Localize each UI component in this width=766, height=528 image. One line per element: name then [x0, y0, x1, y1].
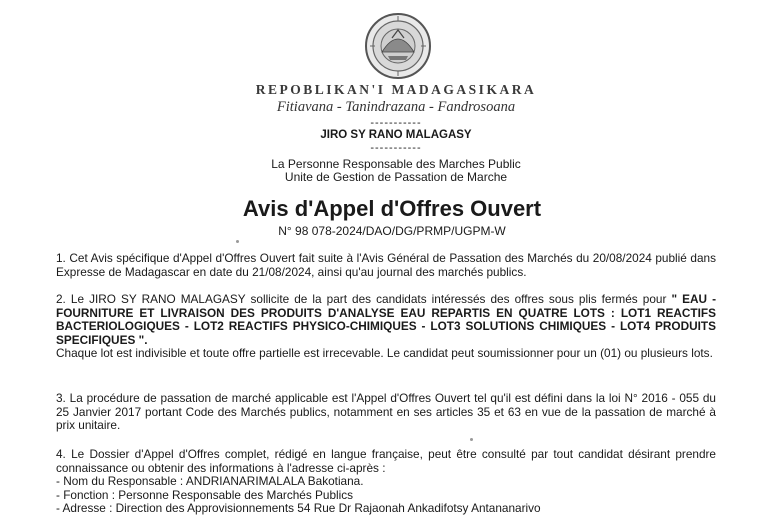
scan-speck [470, 438, 473, 441]
paragraph-2 [56, 293, 716, 347]
contact-name: - Nom du Responsable : ANDRIANARIMALALA Bakotiana. [56, 474, 364, 489]
separator-top: ----------- [370, 117, 422, 129]
paragraph-2-subject: " EAU - FOURNITURE ET LIVRAISON DES PRODUITS D'ANALYSE EAU REPARTIS EN QUATRE LOTS : LOT1 REACTIFS BACTERIOLOGIQUES - LOT2 REACTIFS PHYSICO-CHIMIQUES - LOT3 SOLUTIONS CHIMIQUES - LOT4 PRODUITS SPECIFIQUES ". [56, 292, 716, 347]
republic-name: REPOBLIKAN'I MADAGASIKARA [255, 82, 537, 97]
notice-title: Avis d'Appel d'Offres Ouvert [242, 196, 542, 221]
national-motto: Fitiavana - Tanindrazana - Fandrosoana [276, 99, 516, 115]
paragraph-4 [56, 448, 716, 516]
organization-name: JIRO SY RANO MALAGASY [320, 129, 472, 141]
paragraph-3: 3. La procédure de passation de marché applicable est l'Appel d'Offres Ouvert tel qu'il est défini dans la loi N° 2016 - 055 du 25 Janvier 2017 portant Code des Marchés publics, notamment en ses articles 35 et 63 en vue de la passation de marché à prix unitaire. [56, 391, 716, 433]
paragraph-1: 1. Cet Avis spécifique d'Appel d'Offres Ouvert fait suite à l'Avis Général de Passation des Marchés du 20/08/2024 publié dans Expresse de Madagascar en date du 21/08/2024, ainsi qu'au journal des marchés publics. [56, 251, 716, 279]
paragraph-2-continued: Chaque lot est indivisible et toute offre partielle est irrecevable. Le candidat peut soumissionner pour un (01) ou plusieurs lots. [56, 346, 713, 360]
department-line-1: La Personne Responsable des Marches Public [271, 157, 521, 171]
separator-bottom: ----------- [370, 142, 422, 154]
paragraph-2-intro: 2. Le JIRO SY RANO MALAGASY sollicite de la part des candidats intéressés des offres sous plis fermés pour [56, 292, 672, 306]
contact-address: - Adresse : Direction des Approvisionnements 54 Rue Dr Rajaonah Ankadifotsy Antananarivo [56, 501, 541, 516]
scan-speck [236, 240, 239, 243]
contact-function: - Fonction : Personne Responsable des Marchés Publics [56, 487, 354, 502]
notice-reference: N° 98 078-2024/DAO/DG/PRMP/UGPM-W [278, 224, 506, 238]
madagascar-seal-emblem [362, 12, 434, 80]
department-line-2: Unite de Gestion de Passation de Marche [284, 170, 508, 184]
paragraph-4-intro: 4. Le Dossier d'Appel d'Offres complet, rédigé en langue française, peut être consulté par tout candidat désirant prendre connaissance ou obtenir des informations à l'adresse ci-après : [56, 447, 716, 475]
